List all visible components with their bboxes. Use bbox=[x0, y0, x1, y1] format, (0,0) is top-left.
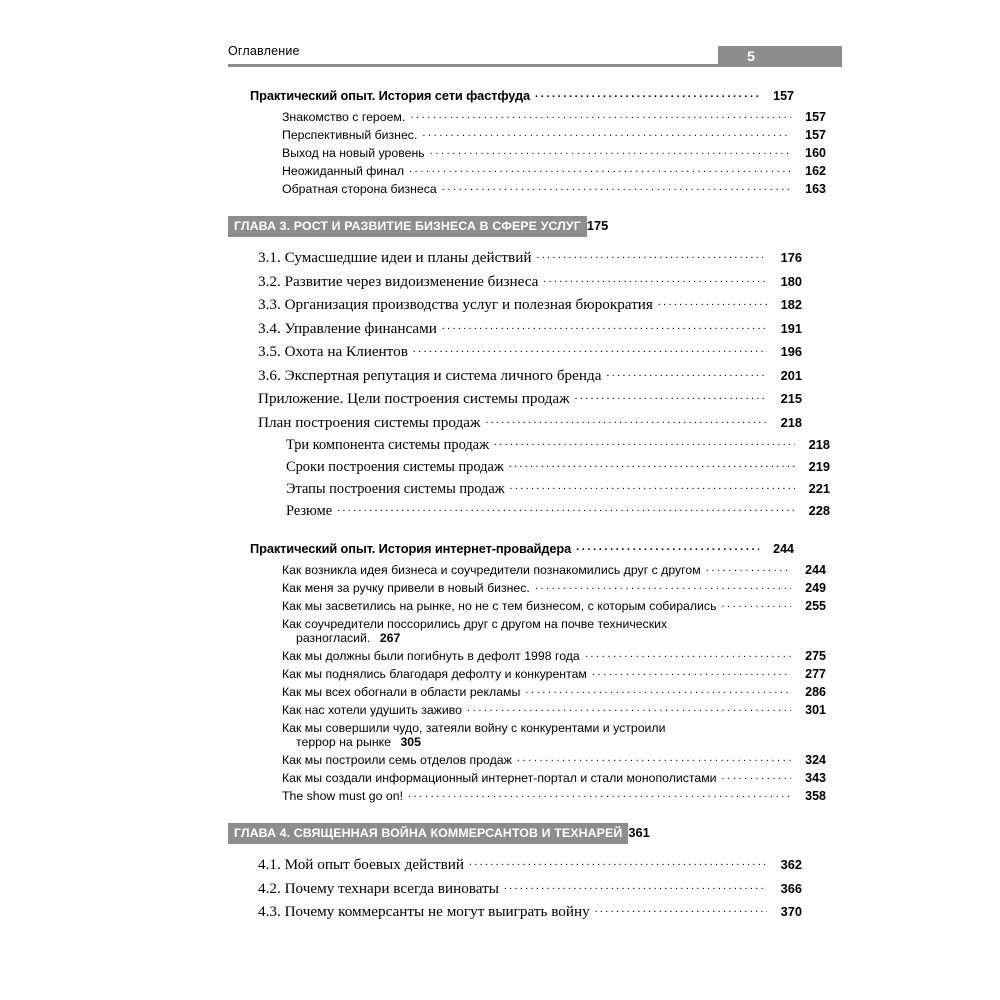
toc-entry[interactable] bbox=[258, 296, 802, 314]
toc-entry-label: The show must go on! bbox=[282, 789, 403, 803]
toc-page-number: 324 bbox=[805, 753, 826, 767]
toc-page-number: 370 bbox=[780, 904, 802, 919]
dot-leader bbox=[469, 856, 767, 866]
toc-entry-label: Как мы создали информационный интернет-портал и стали монополистами bbox=[282, 771, 717, 785]
dot-leader bbox=[442, 320, 767, 330]
toc-entry[interactable] bbox=[258, 880, 802, 898]
dot-leader bbox=[467, 702, 791, 712]
toc-entry[interactable] bbox=[282, 581, 826, 595]
dot-leader bbox=[504, 880, 767, 890]
toc-page-number: 362 bbox=[780, 857, 802, 872]
toc-page-number: 305 bbox=[400, 735, 421, 749]
toc-practice-heading[interactable] bbox=[250, 541, 794, 556]
toc-chapter-label: ГЛАВА 4. СВЯЩЕННАЯ ВОЙНА КОММЕРСАНТОВ И ТЕХНАРЕЙ bbox=[228, 823, 628, 844]
toc-entry-label: Как мы должны были погибнуть в дефолт 1998 года bbox=[282, 649, 580, 663]
toc-entry[interactable] bbox=[282, 685, 826, 699]
toc-entry-label: Сроки построения системы продаж bbox=[286, 459, 504, 475]
toc-entry[interactable] bbox=[282, 667, 826, 681]
toc-page-number: 267 bbox=[379, 631, 401, 645]
toc-entry-label: Как соучредители поссорились друг с другом на почве технических bbox=[282, 617, 668, 631]
toc-page-number: 191 bbox=[780, 320, 802, 336]
toc-page-number: 286 bbox=[805, 685, 826, 699]
toc-page-number: 358 bbox=[805, 789, 826, 803]
dot-leader bbox=[337, 502, 795, 512]
toc-entry-label: 3.4. Управление финансами bbox=[258, 319, 437, 337]
dot-leader bbox=[585, 648, 791, 658]
dot-leader bbox=[430, 145, 791, 155]
toc-entry[interactable] bbox=[282, 617, 772, 645]
toc-page-number: 162 bbox=[805, 164, 826, 178]
dot-leader bbox=[535, 88, 759, 98]
toc-page-number: 244 bbox=[805, 563, 826, 577]
toc-entry-label: Как возникла идея бизнеса и соучредители познакомились друг с другом bbox=[282, 563, 701, 577]
table-of-contents bbox=[228, 88, 830, 927]
toc-entry-label: Как нас хотели удушить заживо bbox=[282, 703, 463, 717]
toc-entry-label: 3.5. Охота на Клиентов bbox=[258, 343, 408, 360]
toc-entry-label: Знакомство с героем. bbox=[282, 110, 406, 124]
toc-entry-label: 4.2. Почему технари всегда виноваты bbox=[258, 879, 499, 897]
toc-entry[interactable] bbox=[282, 563, 826, 577]
toc-entry-label: Как мы совершили чудо, затеяли войну с конкурентами и устроили bbox=[282, 721, 666, 735]
toc-page-number: 157 bbox=[805, 110, 826, 124]
toc-page-number: 255 bbox=[805, 599, 826, 613]
dot-leader bbox=[410, 109, 791, 119]
toc-entry[interactable] bbox=[282, 128, 826, 142]
dot-leader bbox=[535, 580, 791, 590]
toc-page-number: 218 bbox=[780, 414, 802, 430]
toc-entry-label: Обратная сторона бизнеса bbox=[282, 182, 437, 196]
toc-entry[interactable] bbox=[282, 721, 772, 749]
toc-page-number: 361 bbox=[628, 825, 650, 840]
toc-entry[interactable] bbox=[282, 703, 826, 717]
toc-page-number: 196 bbox=[780, 344, 802, 359]
dot-leader bbox=[706, 562, 791, 572]
toc-entry-label: Выход на новый уровень bbox=[282, 146, 425, 160]
toc-entry[interactable] bbox=[282, 164, 826, 178]
toc-page-number: 182 bbox=[780, 297, 802, 312]
toc-page-number: 163 bbox=[805, 182, 826, 196]
toc-page-number: 176 bbox=[780, 250, 802, 265]
toc-entry[interactable] bbox=[286, 437, 830, 454]
toc-page-number: 221 bbox=[808, 481, 830, 496]
toc-page-number: 277 bbox=[805, 667, 826, 681]
toc-page-number: 301 bbox=[805, 703, 826, 717]
dot-leader bbox=[722, 770, 791, 780]
dot-leader bbox=[575, 390, 767, 400]
toc-entry-label: Резюме bbox=[286, 503, 333, 519]
toc-page-number: 275 bbox=[805, 649, 826, 663]
toc-entry-label: Как мы всех обогнали в области рекламы bbox=[282, 685, 521, 699]
toc-practice-heading[interactable] bbox=[250, 88, 794, 103]
toc-entry[interactable] bbox=[282, 771, 826, 785]
toc-entry[interactable] bbox=[258, 249, 802, 267]
toc-entry[interactable] bbox=[258, 367, 802, 385]
toc-entry-label: Как мы поднялись благодаря дефолту и конкурентам bbox=[282, 667, 587, 681]
dot-leader bbox=[721, 598, 791, 608]
toc-entry[interactable] bbox=[258, 414, 802, 432]
dot-leader bbox=[422, 127, 791, 137]
toc-page-number: 228 bbox=[808, 503, 830, 518]
toc-entry[interactable] bbox=[282, 182, 826, 196]
toc-entry-label: Практический опыт. История интернет-провайдера bbox=[250, 541, 572, 556]
toc-entry-label: Практический опыт. История сети фастфуда bbox=[250, 88, 531, 103]
toc-page-number: 215 bbox=[780, 391, 802, 406]
toc-page-number: 219 bbox=[808, 459, 830, 474]
toc-entry[interactable] bbox=[282, 789, 826, 803]
toc-page-number: 180 bbox=[780, 273, 802, 289]
toc-page-number: 218 bbox=[808, 437, 830, 452]
toc-entry-label: Этапы построения системы продаж bbox=[286, 481, 505, 497]
dot-leader bbox=[592, 666, 791, 676]
toc-page-number: 175 bbox=[586, 218, 609, 233]
toc-page-number: 343 bbox=[805, 771, 826, 785]
toc-entry[interactable] bbox=[258, 273, 802, 291]
toc-entry-label: 3.2. Развитие через видоизменение бизнеса bbox=[258, 272, 539, 290]
toc-entry[interactable] bbox=[286, 459, 830, 476]
toc-entry-label: Перспективный бизнес. bbox=[282, 128, 418, 142]
toc-entry-label: План построения системы продаж bbox=[258, 413, 481, 431]
dot-leader bbox=[408, 788, 791, 798]
toc-entry[interactable] bbox=[282, 649, 826, 663]
toc-entry-label-cont: террор на рынке bbox=[296, 735, 391, 749]
dot-leader bbox=[543, 273, 767, 283]
dot-leader bbox=[485, 414, 767, 424]
dot-leader bbox=[658, 296, 767, 306]
toc-entry-label: 3.3. Организация производства услуг и полезная бюрократия bbox=[258, 296, 653, 313]
toc-entry[interactable] bbox=[286, 503, 830, 520]
dot-leader bbox=[509, 458, 795, 468]
dot-leader bbox=[494, 436, 795, 446]
toc-chapter-heading[interactable] bbox=[228, 823, 772, 844]
toc-entry-label: 3.1. Сумасшедшие идеи и планы действий bbox=[258, 249, 532, 266]
toc-entry[interactable] bbox=[282, 753, 826, 767]
toc-entry[interactable] bbox=[258, 343, 802, 361]
toc-page-number: 249 bbox=[805, 581, 826, 595]
toc-entry[interactable] bbox=[258, 390, 802, 408]
page-number: 5 bbox=[747, 48, 755, 64]
toc-entry[interactable] bbox=[282, 110, 826, 124]
toc-entry-label: Как меня за ручку привели в новый бизнес. bbox=[282, 581, 530, 595]
toc-entry-label: Три компонента системы продаж bbox=[286, 437, 490, 453]
toc-entry-label: Как мы построили семь отделов продаж bbox=[282, 753, 512, 767]
toc-entry-label-cont: разногласий. bbox=[296, 631, 371, 645]
toc-entry[interactable] bbox=[258, 856, 802, 874]
toc-entry[interactable] bbox=[286, 481, 830, 498]
toc-entry[interactable] bbox=[258, 903, 802, 921]
toc-page-number: 201 bbox=[780, 367, 802, 383]
dot-leader bbox=[442, 181, 791, 191]
toc-entry[interactable] bbox=[282, 599, 826, 613]
dot-leader bbox=[409, 163, 791, 173]
toc-page-number: 157 bbox=[805, 128, 826, 142]
toc-page-number: 244 bbox=[773, 542, 794, 556]
running-head-title: Оглавление bbox=[228, 44, 300, 58]
dot-leader bbox=[576, 541, 759, 551]
toc-entry-label: 4.1. Мой опыт боевых действий bbox=[258, 856, 464, 873]
spacer bbox=[228, 525, 772, 541]
running-head bbox=[228, 44, 842, 70]
dot-leader bbox=[525, 684, 791, 694]
toc-entry-label: Как мы засветились на рынке, но не с тем бизнесом, с которым собирались bbox=[282, 599, 717, 613]
toc-entry-label: Неожиданный финал bbox=[282, 164, 405, 178]
toc-entry-label: 3.6. Экспертная репутация и система личного бренда bbox=[258, 366, 602, 384]
dot-leader bbox=[517, 752, 791, 762]
dot-leader bbox=[595, 903, 767, 913]
toc-entry-label: 4.3. Почему коммерсанты не могут выиграть войну bbox=[258, 903, 590, 920]
dot-leader bbox=[536, 249, 767, 259]
toc-page-number: 157 bbox=[773, 89, 794, 103]
toc-page-number: 160 bbox=[805, 146, 826, 160]
toc-entry[interactable] bbox=[282, 146, 826, 160]
dot-leader bbox=[510, 480, 795, 490]
dot-leader bbox=[413, 343, 767, 353]
toc-entry[interactable] bbox=[258, 320, 802, 338]
toc-page-number: 366 bbox=[780, 880, 802, 896]
toc-chapter-label: ГЛАВА 3. РОСТ И РАЗВИТИЕ БИЗНЕСА В СФЕРЕ УСЛУГ bbox=[228, 216, 587, 237]
toc-entry-label: Приложение. Цели построения системы продаж bbox=[258, 390, 570, 407]
toc-chapter-heading[interactable] bbox=[228, 216, 772, 237]
dot-leader bbox=[606, 367, 767, 377]
